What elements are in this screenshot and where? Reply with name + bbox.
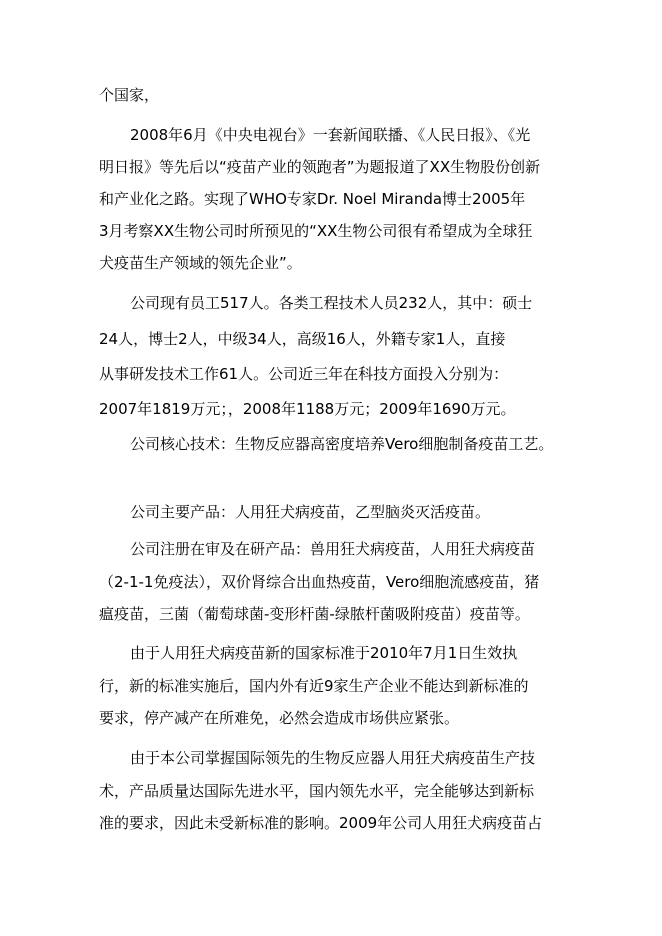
text-line: 由于本公司掌握国际领先的生物反应器人用狂犬病疫苗生产技 xyxy=(130,749,536,767)
text-line: 个国家， xyxy=(99,86,160,104)
text-line: 公司主要产品：人用狂犬病疫苗，乙型脑炎灭活疫苗。 xyxy=(130,503,491,521)
text-line: 和产业化之路。实现了WHO专家Dr. Noel Miranda博士2005年 xyxy=(99,190,526,208)
text-line: 公司注册在审及在研产品：兽用狂犬病疫苗，人用狂犬病疫苗 xyxy=(130,540,536,558)
text-line: 要求，停产减产在所难免，必然会造成市场供应紧张。 xyxy=(99,709,460,727)
text-line: （2-1-1免疫法），双价肾综合出血热疫苗，Vero细胞流感疫苗，猪 xyxy=(99,573,540,591)
text-line: 公司现有员工517人。各类工程技术人员232人，其中：硕士 xyxy=(130,294,533,312)
text-line: 2008年6月《中央电视台》一套新闻联播、《人民日报》、《光 xyxy=(130,126,531,144)
text-line: 从事研发技术工作61人。公司近三年在科技方面投入分别为： xyxy=(99,365,509,383)
text-line: 瘟疫苗，三菌（葡萄球菌-变形杆菌-绿脓杆菌吸附疫苗）疫苗等。 xyxy=(99,605,530,623)
text-line: 2007年1819万元；，2008年1188万元；2009年1690万元。 xyxy=(99,400,516,418)
text-line: 公司核心技术：生物反应器高密度培养Vero细胞制备疫苗工艺。 xyxy=(130,435,554,453)
text-line: 行，新的标准实施后，国内外有近9家生产企业不能达到新标准的 xyxy=(99,677,529,695)
text-line: 3月考察XX生物公司时所预见的“XX生物公司很有希望成为全球狂 xyxy=(99,222,533,240)
text-line: 犬疫苗生产领域的领先企业”。 xyxy=(99,254,302,272)
text-line: 准的要求，因此未受新标准的影响。2009年公司人用狂犬病疫苗占 xyxy=(99,814,543,832)
text-line: 24人，博士2人，中级34人，高级16人，外籍专家1人，直接 xyxy=(99,330,506,348)
text-line: 由于人用狂犬病疫苗新的国家标准于2010年7月1日生效执 xyxy=(130,644,518,662)
text-line: 术，产品质量达国际先进水平，国内领先水平，完全能够达到新标 xyxy=(99,782,535,800)
text-line: 明日报》等先后以“疫苗产业的领跑者”为题报道了XX生物股份创新 xyxy=(99,158,541,176)
